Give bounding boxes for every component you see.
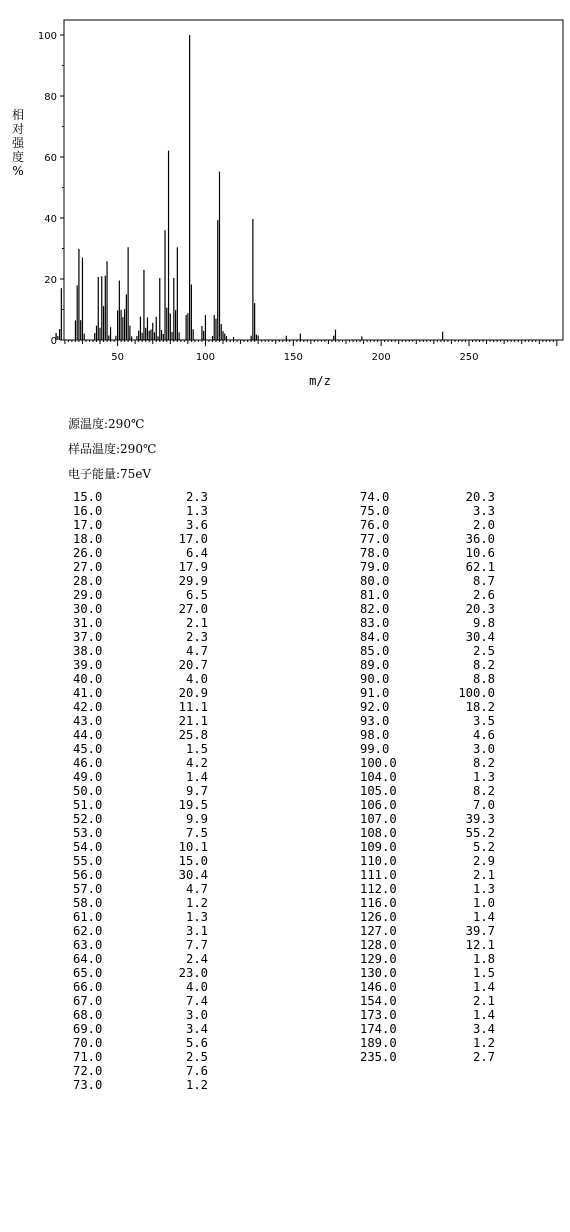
peak-mz: 73.0: [73, 1078, 103, 1092]
y-axis: [38, 31, 64, 347]
plot-frame: [64, 20, 563, 340]
peak-abundance: 3.3: [472, 504, 495, 518]
peak-abundance: 1.2: [185, 896, 208, 910]
peak-mz: 71.0: [73, 1050, 103, 1064]
x-tick-label: 150: [283, 352, 303, 363]
peak-mz: 30.0: [73, 602, 103, 616]
peak-mz: 42.0: [73, 700, 103, 714]
peak-abundance: 9.7: [185, 784, 208, 798]
peak-abundance: 2.3: [185, 490, 208, 504]
peak-abundance: 4.0: [185, 980, 208, 994]
peak-mz: 111.0: [360, 868, 397, 882]
peak-mz: 57.0: [73, 882, 103, 896]
peak-abundance: 8.7: [472, 574, 495, 588]
peak-abundance: 12.1: [465, 938, 495, 952]
peak-row: [73, 1036, 208, 1050]
peak-abundance: 2.5: [472, 644, 495, 658]
peak-mz: 107.0: [360, 812, 397, 826]
peak-row: [73, 658, 208, 672]
peak-row: [360, 770, 495, 784]
peak-abundance: 4.7: [185, 882, 208, 896]
peak-abundance: 30.4: [465, 630, 495, 644]
peak-row: [73, 532, 208, 546]
peak-mz: 29.0: [73, 588, 103, 602]
peak-mz: 45.0: [73, 742, 103, 756]
peak-row: [360, 1050, 495, 1064]
peak-mz: 76.0: [360, 518, 390, 532]
peak-abundance: 2.1: [185, 616, 208, 630]
peak-abundance: 3.6: [185, 518, 208, 532]
peak-row: [73, 728, 208, 742]
y-axis-label-char: 强: [11, 136, 24, 150]
x-tick-label: 250: [459, 352, 479, 363]
peak-mz: 49.0: [73, 770, 103, 784]
peak-row: [360, 686, 495, 700]
peak-row: [73, 588, 208, 602]
peak-mz: 68.0: [73, 1008, 103, 1022]
peak-row: [360, 714, 495, 728]
y-axis-label-char: %: [12, 164, 24, 178]
peak-mz: 93.0: [360, 714, 390, 728]
peak-mz: 75.0: [360, 504, 390, 518]
peak-abundance: 8.2: [472, 756, 495, 770]
peak-row: [360, 602, 495, 616]
peak-row: [360, 672, 495, 686]
peak-abundance: 8.2: [472, 784, 495, 798]
peak-abundance: 1.4: [472, 980, 495, 994]
peak-abundance: 15.0: [178, 854, 208, 868]
peak-row: [73, 1050, 208, 1064]
peak-row: [73, 826, 208, 840]
x-tick-label: 100: [195, 352, 215, 363]
peak-mz: 16.0: [73, 504, 103, 518]
peak-row: [360, 980, 495, 994]
peak-row: [360, 924, 495, 938]
peak-abundance: 39.3: [465, 812, 495, 826]
peak-abundance: 4.6: [472, 728, 495, 742]
peak-mz: 109.0: [360, 840, 397, 854]
peak-row: [360, 504, 495, 518]
peak-row: [73, 1078, 208, 1092]
peak-abundance: 2.0: [472, 518, 495, 532]
peak-mz: 130.0: [360, 966, 397, 980]
peak-abundance: 3.4: [472, 1022, 495, 1036]
peak-abundance: 2.1: [472, 994, 495, 1008]
peak-mz: 72.0: [73, 1064, 103, 1078]
peak-row: [73, 938, 208, 952]
peak-abundance: 2.4: [185, 952, 208, 966]
spectrum-bars: [56, 35, 443, 340]
peak-row: [360, 630, 495, 644]
peak-row: [360, 756, 495, 770]
x-tick-label: 50: [111, 352, 124, 363]
peak-abundance: 62.1: [465, 560, 495, 574]
peak-abundance: 1.3: [472, 882, 495, 896]
peak-mz: 61.0: [73, 910, 103, 924]
peak-row: [360, 812, 495, 826]
peak-mz: 53.0: [73, 826, 103, 840]
peak-row: [360, 840, 495, 854]
peak-mz: 63.0: [73, 938, 103, 952]
peak-list-right: [360, 490, 495, 1064]
peak-row: [73, 896, 208, 910]
peak-mz: 83.0: [360, 616, 390, 630]
peak-row: [73, 756, 208, 770]
peak-abundance: 1.0: [472, 896, 495, 910]
peak-row: [73, 924, 208, 938]
peak-mz: 52.0: [73, 812, 103, 826]
peak-mz: 106.0: [360, 798, 397, 812]
peak-mz: 116.0: [360, 896, 397, 910]
peak-abundance: 9.9: [185, 812, 208, 826]
peak-mz: 51.0: [73, 798, 103, 812]
peak-row: [360, 490, 495, 504]
peak-mz: 104.0: [360, 770, 397, 784]
y-tick-label: 40: [44, 214, 57, 225]
peak-mz: 110.0: [360, 854, 397, 868]
peak-abundance: 2.3: [185, 630, 208, 644]
peak-row: [73, 1008, 208, 1022]
peak-mz: 66.0: [73, 980, 103, 994]
peak-abundance: 30.4: [178, 868, 208, 882]
peak-row: [360, 910, 495, 924]
peak-row: [360, 784, 495, 798]
peak-row: [73, 966, 208, 980]
peak-mz: 15.0: [73, 490, 103, 504]
peak-row: [360, 742, 495, 756]
peak-abundance: 3.0: [185, 1008, 208, 1022]
peak-mz: 44.0: [73, 728, 103, 742]
peak-mz: 64.0: [73, 952, 103, 966]
peak-abundance: 18.2: [465, 700, 495, 714]
peak-row: [73, 714, 208, 728]
y-tick-label: 80: [44, 92, 57, 103]
peak-row: [73, 980, 208, 994]
peak-mz: 154.0: [360, 994, 397, 1008]
peak-mz: 85.0: [360, 644, 390, 658]
peak-mz: 81.0: [360, 588, 390, 602]
peak-row: [73, 840, 208, 854]
peak-row: [360, 588, 495, 602]
peak-mz: 40.0: [73, 672, 103, 686]
x-tick-label: 200: [371, 352, 391, 363]
y-axis-label: [11, 108, 25, 178]
peak-abundance: 3.1: [185, 924, 208, 938]
peak-row: [73, 630, 208, 644]
peak-row: [73, 1022, 208, 1036]
peak-row: [73, 1064, 208, 1078]
peak-mz: 70.0: [73, 1036, 103, 1050]
y-axis-label-char: 对: [11, 122, 24, 136]
peak-mz: 27.0: [73, 560, 103, 574]
peak-abundance: 1.4: [472, 910, 495, 924]
peak-mz: 92.0: [360, 700, 390, 714]
peak-mz: 126.0: [360, 910, 397, 924]
peak-row: [73, 490, 208, 504]
peak-row: [73, 700, 208, 714]
peak-mz: 127.0: [360, 924, 397, 938]
peak-abundance: 20.9: [178, 686, 208, 700]
peak-abundance: 20.7: [178, 658, 208, 672]
peak-row: [73, 560, 208, 574]
x-axis-label: m/z: [309, 374, 331, 388]
y-axis-label-char: 相: [11, 108, 24, 122]
peak-abundance: 17.0: [178, 532, 208, 546]
y-tick-label: 60: [44, 153, 57, 164]
peak-mz: 56.0: [73, 868, 103, 882]
peak-mz: 108.0: [360, 826, 397, 840]
peak-abundance: 5.6: [185, 1036, 208, 1050]
peak-mz: 69.0: [73, 1022, 103, 1036]
peak-mz: 99.0: [360, 742, 390, 756]
peak-row: [360, 1022, 495, 1036]
peak-row: [73, 644, 208, 658]
peak-abundance: 1.3: [185, 504, 208, 518]
peak-mz: 146.0: [360, 980, 397, 994]
peak-abundance: 1.3: [185, 910, 208, 924]
peak-abundance: 10.6: [465, 546, 495, 560]
peak-mz: 129.0: [360, 952, 397, 966]
peak-abundance: 39.7: [465, 924, 495, 938]
peak-row: [73, 672, 208, 686]
peak-abundance: 3.0: [472, 742, 495, 756]
peak-abundance: 27.0: [178, 602, 208, 616]
peak-abundance: 19.5: [178, 798, 208, 812]
peak-row: [360, 1036, 495, 1050]
peak-abundance: 1.4: [472, 1008, 495, 1022]
peak-abundance: 17.9: [178, 560, 208, 574]
peak-mz: 17.0: [73, 518, 103, 532]
peak-mz: 90.0: [360, 672, 390, 686]
peak-mz: 62.0: [73, 924, 103, 938]
peak-mz: 74.0: [360, 490, 390, 504]
peak-mz: 82.0: [360, 602, 390, 616]
peak-abundance: 8.8: [472, 672, 495, 686]
peak-row: [73, 518, 208, 532]
peak-row: [360, 644, 495, 658]
peak-abundance: 5.2: [472, 840, 495, 854]
peak-mz: 105.0: [360, 784, 397, 798]
peak-abundance: 2.1: [472, 868, 495, 882]
peak-row: [360, 938, 495, 952]
peak-row: [73, 882, 208, 896]
peak-abundance: 7.7: [185, 938, 208, 952]
peak-abundance: 4.0: [185, 672, 208, 686]
peak-abundance: 1.5: [472, 966, 495, 980]
peak-mz: 28.0: [73, 574, 103, 588]
peak-abundance: 7.6: [185, 1064, 208, 1078]
peak-mz: 67.0: [73, 994, 103, 1008]
peak-abundance: 29.9: [178, 574, 208, 588]
peak-abundance: 4.7: [185, 644, 208, 658]
peak-mz: 50.0: [73, 784, 103, 798]
peak-abundance: 1.8: [472, 952, 495, 966]
peak-row: [73, 574, 208, 588]
peak-abundance: 1.3: [472, 770, 495, 784]
peak-row: [73, 868, 208, 882]
y-axis-label-char: 度: [11, 150, 24, 164]
peak-mz: 46.0: [73, 756, 103, 770]
peak-row: [73, 952, 208, 966]
peak-mz: 174.0: [360, 1022, 397, 1036]
peak-mz: 128.0: [360, 938, 397, 952]
peak-row: [360, 1008, 495, 1022]
peak-row: [360, 952, 495, 966]
peak-mz: 37.0: [73, 630, 103, 644]
peak-mz: 79.0: [360, 560, 390, 574]
peak-abundance: 6.5: [185, 588, 208, 602]
peak-row: [360, 560, 495, 574]
peak-row: [360, 798, 495, 812]
peak-mz: 18.0: [73, 532, 103, 546]
peak-row: [360, 826, 495, 840]
peak-mz: 100.0: [360, 756, 397, 770]
sample-temperature: 样品温度:290℃: [68, 442, 157, 456]
peak-abundance: 23.0: [178, 966, 208, 980]
peak-row: [360, 966, 495, 980]
peak-mz: 39.0: [73, 658, 103, 672]
x-axis: [65, 340, 557, 363]
peak-row: [73, 504, 208, 518]
peak-mz: 58.0: [73, 896, 103, 910]
peak-abundance: 2.6: [472, 588, 495, 602]
peak-row: [73, 812, 208, 826]
mass-spectrum-chart: [0, 0, 570, 395]
peak-mz: 235.0: [360, 1050, 397, 1064]
peak-row: [360, 574, 495, 588]
peak-row: [73, 770, 208, 784]
peak-abundance: 3.5: [472, 714, 495, 728]
peak-abundance: 6.4: [185, 546, 208, 560]
peak-row: [73, 994, 208, 1008]
peak-mz: 26.0: [73, 546, 103, 560]
peak-row: [360, 518, 495, 532]
peak-row: [73, 546, 208, 560]
peak-row: [360, 616, 495, 630]
source-temperature: 源温度:290℃: [68, 417, 145, 431]
peak-abundance: 21.1: [178, 714, 208, 728]
peak-abundance: 36.0: [465, 532, 495, 546]
peak-row: [360, 868, 495, 882]
peak-row: [360, 658, 495, 672]
peak-mz: 41.0: [73, 686, 103, 700]
peak-mz: 80.0: [360, 574, 390, 588]
peak-abundance: 7.0: [472, 798, 495, 812]
peak-abundance: 7.5: [185, 826, 208, 840]
peak-abundance: 10.1: [178, 840, 208, 854]
peak-abundance: 1.2: [472, 1036, 495, 1050]
peak-row: [360, 854, 495, 868]
peak-abundance: 2.9: [472, 854, 495, 868]
peak-mz: 98.0: [360, 728, 390, 742]
peak-row: [73, 854, 208, 868]
peak-mz: 55.0: [73, 854, 103, 868]
peak-abundance: 1.4: [185, 770, 208, 784]
peak-row: [73, 602, 208, 616]
peak-abundance: 9.8: [472, 616, 495, 630]
peak-abundance: 20.3: [465, 490, 495, 504]
peak-abundance: 100.0: [458, 686, 495, 700]
y-tick-label: 0: [50, 336, 57, 347]
peak-row: [73, 686, 208, 700]
peak-row: [360, 728, 495, 742]
peak-abundance: 1.2: [185, 1078, 208, 1092]
peak-row: [360, 896, 495, 910]
peak-abundance: 11.1: [178, 700, 208, 714]
electron-energy: 电子能量:75eV: [68, 467, 152, 481]
peak-abundance: 3.4: [185, 1022, 208, 1036]
peak-abundance: 2.7: [472, 1050, 495, 1064]
peak-mz: 84.0: [360, 630, 390, 644]
peak-row: [360, 700, 495, 714]
peak-list-left: [73, 490, 208, 1092]
y-axis-label-text: [11, 108, 25, 178]
peak-row: [73, 742, 208, 756]
peak-mz: 112.0: [360, 882, 397, 896]
peak-mz: 65.0: [73, 966, 103, 980]
peak-row: [73, 616, 208, 630]
peak-abundance: 7.4: [185, 994, 208, 1008]
peak-mz: 38.0: [73, 644, 103, 658]
peak-mz: 31.0: [73, 616, 103, 630]
peak-abundance: 2.5: [185, 1050, 208, 1064]
peak-row: [73, 784, 208, 798]
peak-mz: 189.0: [360, 1036, 397, 1050]
peak-mz: 78.0: [360, 546, 390, 560]
peak-abundance: 1.5: [185, 742, 208, 756]
peak-abundance: 55.2: [465, 826, 495, 840]
y-tick-label: 20: [44, 275, 57, 286]
peak-abundance: 25.8: [178, 728, 208, 742]
peak-row: [73, 910, 208, 924]
peak-mz: 89.0: [360, 658, 390, 672]
y-tick-label: 100: [37, 31, 57, 42]
peak-abundance: 4.2: [185, 756, 208, 770]
peak-abundance: 20.3: [465, 602, 495, 616]
peak-mz: 77.0: [360, 532, 390, 546]
peak-row: [73, 798, 208, 812]
peak-mz: 54.0: [73, 840, 103, 854]
peak-mz: 43.0: [73, 714, 103, 728]
peak-mz: 173.0: [360, 1008, 397, 1022]
peak-row: [360, 532, 495, 546]
peak-row: [360, 994, 495, 1008]
peak-abundance: 8.2: [472, 658, 495, 672]
peak-row: [360, 882, 495, 896]
peak-mz: 91.0: [360, 686, 390, 700]
peak-row: [360, 546, 495, 560]
